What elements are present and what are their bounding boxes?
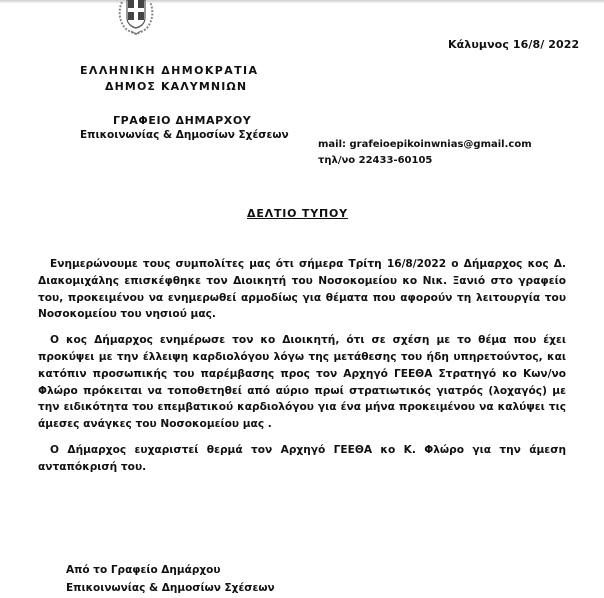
document-date: Κάλυμνος 16/8/ 2022 — [448, 38, 580, 51]
contact-block — [318, 137, 532, 169]
department-heading: Επικοινωνίας & Δημοσίων Σχέσεων — [80, 129, 289, 141]
contact-email[interactable]: mail: grafeioepikoinwnias@gmail.com — [318, 139, 532, 150]
republic-heading: ΕΛΛΗΝΙΚΗ ΔΗΜΟΚΡΑΤΙΑ — [80, 64, 259, 77]
signature-block — [66, 561, 275, 597]
coat-of-arms-icon — [112, 0, 160, 36]
document-body — [38, 256, 566, 485]
contact-phone: τηλ/νο 22433-60105 — [318, 155, 433, 166]
body-paragraph: Ο Δήμαρχος ευχαριστεί θερμά τον Αρχηγό ΓΕΕΘΑ κο Κ. Φλώρο για την άμεση ανταπόκρισή του. — [38, 443, 566, 473]
office-heading: ΓΡΑΦΕΙΟ ΔΗΜΑΡΧΟΥ — [113, 114, 252, 127]
signature-line: Επικοινωνίας & Δημοσίων Σχέσεων — [66, 582, 275, 594]
document-title: ΔΕΛΤΙΟ ΤΥΠΟΥ — [247, 207, 348, 220]
body-paragraph: Ο κος Δήμαρχος ενημέρωσε τον κο Διοικητή, ότι σε σχέση με το θέμα που έχει προκύψει με την έλλειψη καρδιολόγου λόγω της μετάθεσης του ήδη υπηρετούντος, και κατόπιν προσωπικής του παρέμβασης προς τον Αρχηγό ΓΕΕΘΑ Στρατηγό κο Κων/νο Φλώρο πρόκειται να τοποθετηθεί από αύριο πρωί στρατιωτικός γιατρός (λοχαγός) με την ειδικότητα του επεμβατικού καρδιολόγου για ένα μήνα προκειμένου να καλύψει τις άμεσες ανάγκες του Νοσοκομείου μας . — [38, 334, 566, 431]
viewer-top-edge — [0, 0, 604, 3]
municipality-heading: ΔΗΜΟΣ ΚΑΛΥΜΝΙΩΝ — [105, 80, 248, 93]
body-paragraph: Ενημερώνουμε τους συμπολίτες μας ότι σήμερα Τρίτη 16/8/2022 ο Δήμαρχος κος Δ. Διακομιχάλης επισκέφθηκε τον Διοικητή του Νοσοκομείου κο Νικ. Ξανιό στο γραφείο του, προκειμένου να ενημερωθεί αρμοδίως για θέματα που αφορούν τη λειτουργία του Νοσοκομείου του νησιού μας. — [38, 258, 566, 321]
signature-line: Από το Γραφείο Δημάρχου — [66, 564, 221, 576]
